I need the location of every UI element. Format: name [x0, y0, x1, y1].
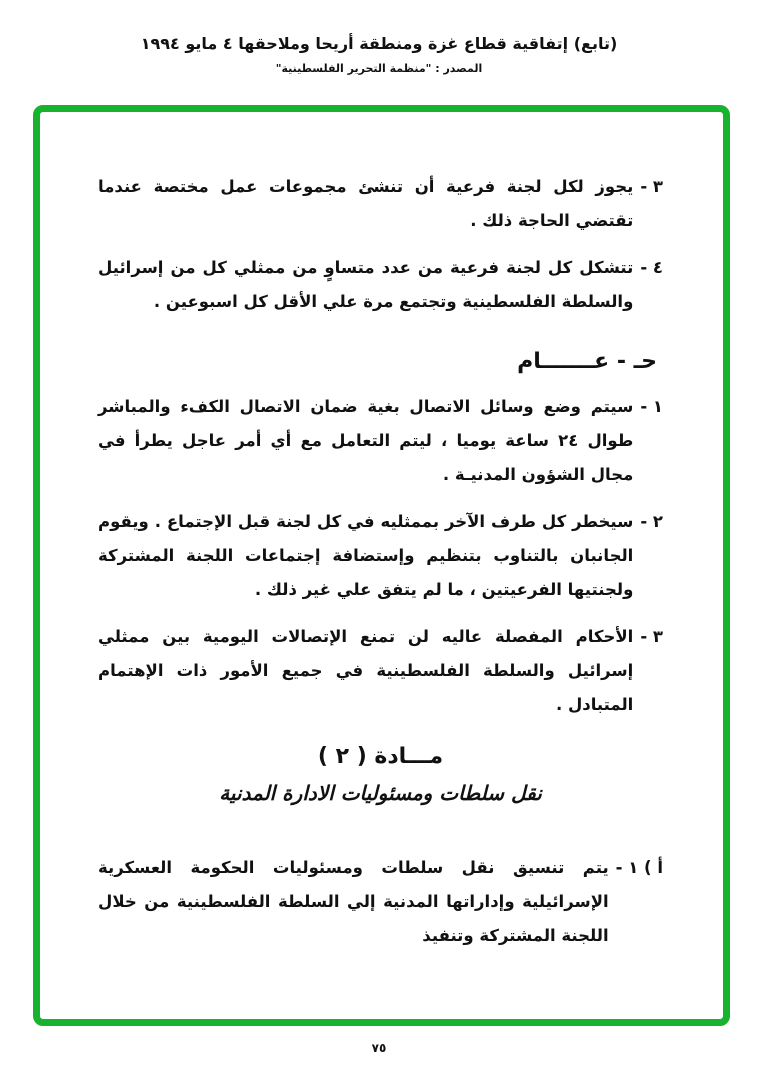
item-number: أ ) ١ -: [615, 858, 663, 877]
list-item: [98, 390, 663, 492]
item-number: ١ -: [640, 397, 663, 416]
item-number: ٣ -: [640, 627, 663, 646]
green-border-frame: [33, 105, 730, 1026]
list-item: [98, 170, 663, 238]
list-item: [98, 251, 663, 319]
article-heading: مـــادة ( ٢ ): [317, 744, 444, 769]
document-title: (تابع) إتفاقية قطاع غزة ومنطقة أريحا وملاحقها ٤ مايو ١٩٩٤: [140, 34, 618, 53]
list-item: [98, 620, 663, 722]
item-text: يجوز لكل لجنة فرعية أن تنشئ مجموعات عمل مختصة عندما تقتضي الحاجة ذلك .: [98, 177, 634, 230]
item-text: تتشكل كل لجنة فرعية من عدد متساوٍ من ممثلي كل من إسرائيل والسلطة الفلسطينية وتجتمع مرة علي الأقل كل اسبوعين .: [98, 258, 634, 311]
item-text: الأحكام المفصلة عاليه لن تمنع الإتصالات اليومية بين ممثلي إسرائيل والسلطة الفلسطينية في جميع الأمور ذات الإهتمام المتبادل .: [98, 627, 634, 714]
document-source: المصدر : "منظمة التحرير الفلسطينية": [275, 62, 483, 75]
article-items: [98, 851, 663, 953]
item-number: ٢ -: [640, 512, 663, 531]
list-item: [98, 505, 663, 607]
item-number: ٣ -: [640, 177, 663, 196]
item-text: سيتم وضع وسائل الاتصال بغية ضمان الاتصال الكفء والمباشر طوال ٢٤ ساعة يوميا ، ليتم التعامل مع أي أمر عاجل يطرأ في مجال الشؤون المدنيـة .: [98, 397, 634, 484]
article-2-block: [98, 744, 663, 805]
section-heading-general: حـ - عـــــــام: [517, 349, 657, 374]
item-number: ٤ -: [640, 258, 663, 277]
page-number: ٧٥: [371, 1041, 387, 1055]
article-subheading: نقل سلطات ومسئوليات الادارة المدنية: [219, 781, 542, 805]
document-header: [0, 34, 758, 75]
item-text: يتم تنسيق نقل سلطات ومسئوليات الحكومة العسكرية الإسرائيلية وإداراتها المدنية إلي السلطة الفلسطينية من خلال اللجنة المشتركة وتنفيذ: [98, 858, 609, 945]
item-text: سيخطر كل طرف الآخر بممثليه في كل لجنة قبل الإجتماع . ويقوم الجانبان بالتناوب بتنظيم وإستضافة إجتماعات اللجنة المشتركة ولجنتيها الفرعيتين ، ما لم يتفق علي غير ذلك .: [98, 512, 634, 599]
list-item: [98, 851, 663, 953]
